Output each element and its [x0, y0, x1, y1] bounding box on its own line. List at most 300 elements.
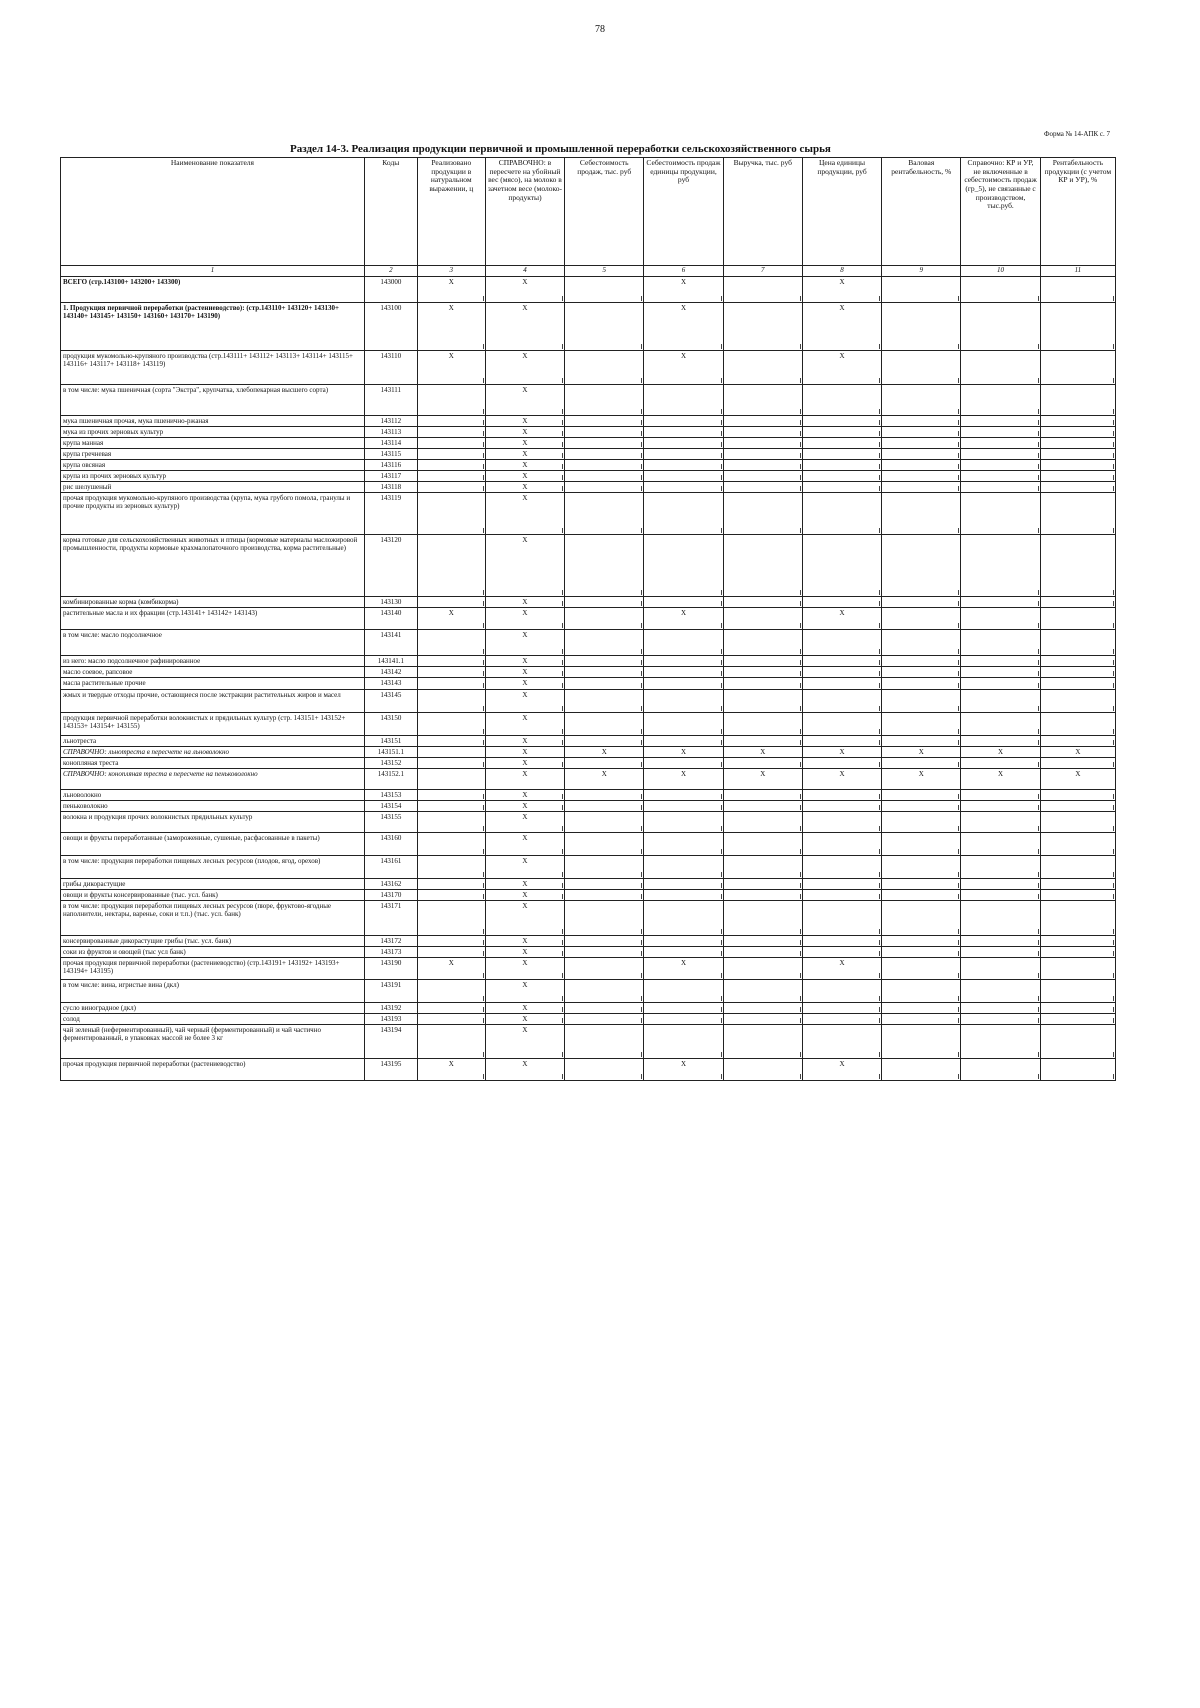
input-cell[interactable] [802, 427, 881, 438]
input-cell[interactable] [565, 482, 644, 493]
input-cell[interactable] [961, 656, 1040, 667]
input-cell[interactable] [882, 449, 961, 460]
input-cell[interactable] [723, 957, 802, 979]
input-cell[interactable] [961, 946, 1040, 957]
input-cell[interactable] [882, 678, 961, 689]
input-cell[interactable] [417, 535, 485, 597]
input-cell[interactable] [644, 689, 723, 712]
input-cell[interactable] [802, 678, 881, 689]
input-cell[interactable] [723, 385, 802, 416]
input-cell[interactable] [723, 735, 802, 746]
input-cell[interactable] [644, 678, 723, 689]
input-cell[interactable] [565, 449, 644, 460]
input-cell[interactable] [1040, 979, 1115, 1002]
input-cell[interactable] [565, 277, 644, 303]
input-cell[interactable] [1040, 832, 1115, 855]
input-cell[interactable] [417, 889, 485, 900]
input-cell[interactable] [961, 1013, 1040, 1024]
input-cell[interactable] [565, 416, 644, 427]
input-cell[interactable] [802, 493, 881, 535]
input-cell[interactable] [1040, 351, 1115, 385]
input-cell[interactable] [961, 811, 1040, 832]
input-cell[interactable] [802, 667, 881, 678]
input-cell[interactable] [1040, 855, 1115, 878]
input-cell[interactable] [644, 460, 723, 471]
input-cell[interactable] [882, 935, 961, 946]
input-cell[interactable] [961, 630, 1040, 656]
input-cell[interactable] [417, 712, 485, 735]
input-cell[interactable] [644, 832, 723, 855]
input-cell[interactable] [565, 438, 644, 449]
input-cell[interactable] [565, 678, 644, 689]
input-cell[interactable] [882, 832, 961, 855]
input-cell[interactable] [723, 712, 802, 735]
input-cell[interactable] [882, 855, 961, 878]
input-cell[interactable] [723, 427, 802, 438]
input-cell[interactable] [644, 656, 723, 667]
input-cell[interactable] [882, 493, 961, 535]
input-cell[interactable] [882, 957, 961, 979]
input-cell[interactable] [882, 712, 961, 735]
input-cell[interactable] [644, 630, 723, 656]
input-cell[interactable] [882, 416, 961, 427]
input-cell[interactable] [961, 535, 1040, 597]
input-cell[interactable] [417, 471, 485, 482]
input-cell[interactable] [417, 427, 485, 438]
input-cell[interactable] [802, 535, 881, 597]
input-cell[interactable] [802, 789, 881, 800]
input-cell[interactable] [1040, 385, 1115, 416]
input-cell[interactable] [644, 889, 723, 900]
input-cell[interactable] [417, 900, 485, 935]
input-cell[interactable] [565, 935, 644, 946]
input-cell[interactable] [723, 656, 802, 667]
input-cell[interactable] [644, 946, 723, 957]
input-cell[interactable] [961, 482, 1040, 493]
input-cell[interactable] [882, 667, 961, 678]
input-cell[interactable] [565, 535, 644, 597]
input-cell[interactable] [565, 789, 644, 800]
input-cell[interactable] [882, 460, 961, 471]
input-cell[interactable] [1040, 471, 1115, 482]
input-cell[interactable] [802, 855, 881, 878]
input-cell[interactable] [723, 979, 802, 1002]
input-cell[interactable] [723, 493, 802, 535]
input-cell[interactable] [802, 416, 881, 427]
input-cell[interactable] [961, 351, 1040, 385]
input-cell[interactable] [417, 789, 485, 800]
input-cell[interactable] [882, 277, 961, 303]
input-cell[interactable] [961, 832, 1040, 855]
input-cell[interactable] [1040, 535, 1115, 597]
input-cell[interactable] [802, 482, 881, 493]
input-cell[interactable] [565, 735, 644, 746]
input-cell[interactable] [565, 493, 644, 535]
input-cell[interactable] [802, 979, 881, 1002]
input-cell[interactable] [417, 832, 485, 855]
input-cell[interactable] [644, 482, 723, 493]
input-cell[interactable] [882, 656, 961, 667]
input-cell[interactable] [417, 757, 485, 768]
input-cell[interactable] [1040, 1013, 1115, 1024]
input-cell[interactable] [417, 689, 485, 712]
input-cell[interactable] [1040, 460, 1115, 471]
input-cell[interactable] [802, 449, 881, 460]
input-cell[interactable] [644, 800, 723, 811]
input-cell[interactable] [1040, 277, 1115, 303]
input-cell[interactable] [961, 438, 1040, 449]
input-cell[interactable] [417, 416, 485, 427]
input-cell[interactable] [802, 735, 881, 746]
input-cell[interactable] [882, 757, 961, 768]
input-cell[interactable] [802, 438, 881, 449]
input-cell[interactable] [1040, 597, 1115, 608]
input-cell[interactable] [723, 449, 802, 460]
input-cell[interactable] [802, 946, 881, 957]
input-cell[interactable] [565, 1013, 644, 1024]
input-cell[interactable] [882, 385, 961, 416]
input-cell[interactable] [882, 811, 961, 832]
input-cell[interactable] [417, 800, 485, 811]
input-cell[interactable] [644, 1025, 723, 1059]
input-cell[interactable] [1040, 416, 1115, 427]
input-cell[interactable] [882, 438, 961, 449]
input-cell[interactable] [802, 1002, 881, 1013]
input-cell[interactable] [417, 768, 485, 789]
input-cell[interactable] [644, 471, 723, 482]
input-cell[interactable] [565, 832, 644, 855]
input-cell[interactable] [417, 946, 485, 957]
input-cell[interactable] [644, 900, 723, 935]
input-cell[interactable] [644, 855, 723, 878]
input-cell[interactable] [417, 1025, 485, 1059]
input-cell[interactable] [882, 1025, 961, 1059]
input-cell[interactable] [565, 471, 644, 482]
input-cell[interactable] [644, 935, 723, 946]
input-cell[interactable] [802, 656, 881, 667]
input-cell[interactable] [723, 935, 802, 946]
input-cell[interactable] [961, 735, 1040, 746]
input-cell[interactable] [802, 471, 881, 482]
input-cell[interactable] [565, 1059, 644, 1081]
row-label: сусло виноградное (дкл) [61, 1002, 365, 1013]
input-cell[interactable] [882, 689, 961, 712]
input-cell[interactable] [565, 889, 644, 900]
input-cell[interactable] [565, 689, 644, 712]
input-cell[interactable] [565, 757, 644, 768]
input-cell[interactable] [417, 746, 485, 757]
input-cell[interactable] [961, 416, 1040, 427]
input-cell[interactable] [882, 303, 961, 351]
input-cell[interactable] [1040, 957, 1115, 979]
input-cell[interactable] [723, 832, 802, 855]
input-cell[interactable] [565, 712, 644, 735]
input-cell[interactable] [961, 800, 1040, 811]
input-cell[interactable] [1040, 303, 1115, 351]
input-cell[interactable] [802, 878, 881, 889]
input-cell[interactable] [882, 1013, 961, 1024]
input-cell[interactable] [565, 608, 644, 630]
input-cell[interactable] [961, 678, 1040, 689]
input-cell[interactable] [1040, 712, 1115, 735]
input-cell[interactable] [1040, 1002, 1115, 1013]
input-cell[interactable] [882, 900, 961, 935]
input-cell[interactable] [882, 889, 961, 900]
input-cell[interactable] [1040, 689, 1115, 712]
input-cell[interactable] [961, 855, 1040, 878]
input-cell[interactable] [961, 427, 1040, 438]
input-cell[interactable] [802, 712, 881, 735]
input-cell[interactable] [723, 855, 802, 878]
input-cell[interactable] [802, 597, 881, 608]
input-cell[interactable] [723, 630, 802, 656]
input-cell[interactable] [802, 889, 881, 900]
input-cell[interactable] [802, 1013, 881, 1024]
input-cell[interactable] [802, 811, 881, 832]
input-cell[interactable] [723, 608, 802, 630]
input-cell[interactable] [882, 427, 961, 438]
input-cell[interactable] [961, 277, 1040, 303]
input-cell[interactable] [802, 757, 881, 768]
input-cell[interactable] [1040, 811, 1115, 832]
input-cell[interactable] [961, 1002, 1040, 1013]
input-cell[interactable] [961, 900, 1040, 935]
input-cell[interactable] [723, 597, 802, 608]
input-cell[interactable] [644, 597, 723, 608]
input-cell[interactable] [723, 946, 802, 957]
input-cell[interactable] [644, 438, 723, 449]
input-cell[interactable] [802, 385, 881, 416]
input-cell[interactable] [417, 667, 485, 678]
input-cell[interactable] [644, 712, 723, 735]
input-cell[interactable] [644, 811, 723, 832]
input-cell[interactable] [417, 630, 485, 656]
input-cell[interactable] [961, 889, 1040, 900]
input-cell[interactable] [882, 946, 961, 957]
input-cell[interactable] [723, 789, 802, 800]
input-cell[interactable] [565, 1002, 644, 1013]
input-cell[interactable] [723, 757, 802, 768]
input-cell[interactable] [1040, 608, 1115, 630]
input-cell[interactable] [961, 667, 1040, 678]
input-cell[interactable] [802, 935, 881, 946]
input-cell[interactable] [723, 878, 802, 889]
row-code: 143192 [364, 1002, 417, 1013]
input-cell[interactable] [644, 878, 723, 889]
input-cell[interactable] [723, 800, 802, 811]
input-cell[interactable] [565, 667, 644, 678]
input-cell[interactable] [723, 351, 802, 385]
input-cell[interactable] [644, 385, 723, 416]
input-cell[interactable] [882, 535, 961, 597]
input-cell[interactable] [417, 449, 485, 460]
input-cell[interactable] [961, 597, 1040, 608]
input-cell[interactable] [961, 493, 1040, 535]
input-cell[interactable] [565, 385, 644, 416]
input-cell[interactable] [723, 1013, 802, 1024]
input-cell[interactable] [961, 935, 1040, 946]
input-cell[interactable] [882, 1002, 961, 1013]
input-cell[interactable] [961, 689, 1040, 712]
input-cell[interactable] [723, 460, 802, 471]
input-cell[interactable] [1040, 1059, 1115, 1081]
input-cell[interactable] [644, 493, 723, 535]
input-cell[interactable] [565, 656, 644, 667]
input-cell[interactable] [644, 427, 723, 438]
input-cell[interactable] [723, 535, 802, 597]
input-cell[interactable] [417, 597, 485, 608]
input-cell[interactable] [802, 689, 881, 712]
input-cell[interactable] [723, 303, 802, 351]
input-cell[interactable] [882, 597, 961, 608]
input-cell[interactable] [565, 597, 644, 608]
input-cell[interactable] [723, 811, 802, 832]
input-cell[interactable] [417, 385, 485, 416]
input-cell[interactable] [882, 789, 961, 800]
input-cell[interactable] [961, 303, 1040, 351]
input-cell[interactable] [417, 460, 485, 471]
input-cell[interactable] [882, 471, 961, 482]
input-cell[interactable] [565, 855, 644, 878]
input-cell[interactable] [723, 678, 802, 689]
input-cell[interactable] [1040, 735, 1115, 746]
input-cell[interactable] [565, 800, 644, 811]
input-cell[interactable] [417, 482, 485, 493]
input-cell[interactable] [723, 471, 802, 482]
input-cell[interactable] [1040, 427, 1115, 438]
input-cell[interactable] [644, 979, 723, 1002]
input-cell[interactable] [961, 789, 1040, 800]
input-cell[interactable] [961, 957, 1040, 979]
input-cell[interactable] [882, 800, 961, 811]
input-cell[interactable] [882, 735, 961, 746]
input-cell[interactable] [961, 878, 1040, 889]
input-cell[interactable] [417, 935, 485, 946]
input-cell[interactable] [1040, 800, 1115, 811]
input-cell[interactable] [565, 351, 644, 385]
input-cell[interactable] [723, 889, 802, 900]
input-cell[interactable] [961, 1025, 1040, 1059]
input-cell[interactable] [1040, 482, 1115, 493]
input-cell[interactable] [723, 416, 802, 427]
input-cell[interactable] [565, 957, 644, 979]
input-cell[interactable] [417, 735, 485, 746]
input-cell[interactable] [882, 608, 961, 630]
input-cell[interactable] [1040, 493, 1115, 535]
input-cell[interactable] [1040, 1025, 1115, 1059]
input-cell[interactable] [417, 678, 485, 689]
input-cell[interactable] [1040, 878, 1115, 889]
input-cell[interactable] [565, 900, 644, 935]
column-header: Реализовано продукции в натуральном выражении, ц [417, 158, 485, 266]
input-cell[interactable] [565, 878, 644, 889]
row-code: 143114 [364, 438, 417, 449]
input-cell[interactable] [961, 449, 1040, 460]
input-cell[interactable] [723, 1002, 802, 1013]
input-cell[interactable] [723, 1025, 802, 1059]
input-cell[interactable] [565, 303, 644, 351]
input-cell[interactable] [417, 811, 485, 832]
input-cell[interactable] [1040, 900, 1115, 935]
input-cell[interactable] [1040, 946, 1115, 957]
input-cell[interactable] [1040, 789, 1115, 800]
input-cell[interactable] [802, 800, 881, 811]
input-cell[interactable] [882, 878, 961, 889]
input-cell[interactable] [802, 900, 881, 935]
input-cell[interactable] [802, 832, 881, 855]
input-cell[interactable] [565, 946, 644, 957]
input-cell[interactable] [644, 416, 723, 427]
input-cell[interactable] [802, 630, 881, 656]
input-cell[interactable] [723, 689, 802, 712]
input-cell[interactable] [882, 630, 961, 656]
input-cell[interactable] [565, 1025, 644, 1059]
input-cell[interactable] [417, 656, 485, 667]
input-cell[interactable] [882, 1059, 961, 1081]
input-cell[interactable] [644, 449, 723, 460]
input-cell[interactable] [882, 979, 961, 1002]
input-cell[interactable] [961, 460, 1040, 471]
input-cell[interactable] [802, 1025, 881, 1059]
input-cell[interactable] [882, 351, 961, 385]
input-cell[interactable] [644, 735, 723, 746]
input-cell[interactable] [961, 1059, 1040, 1081]
input-cell[interactable] [565, 979, 644, 1002]
input-cell[interactable] [417, 493, 485, 535]
input-cell[interactable] [1040, 678, 1115, 689]
input-cell[interactable] [417, 979, 485, 1002]
input-cell[interactable] [802, 460, 881, 471]
input-cell[interactable] [1040, 757, 1115, 768]
input-cell[interactable] [644, 1013, 723, 1024]
input-cell[interactable] [1040, 889, 1115, 900]
input-cell[interactable] [961, 979, 1040, 1002]
input-cell[interactable] [417, 878, 485, 889]
input-cell[interactable] [1040, 667, 1115, 678]
input-cell[interactable] [417, 855, 485, 878]
input-cell[interactable] [961, 757, 1040, 768]
input-cell[interactable] [417, 1002, 485, 1013]
input-cell[interactable] [723, 482, 802, 493]
input-cell[interactable] [565, 460, 644, 471]
input-cell[interactable] [1040, 935, 1115, 946]
input-cell[interactable] [565, 811, 644, 832]
input-cell[interactable] [723, 277, 802, 303]
input-cell[interactable] [565, 630, 644, 656]
input-cell[interactable] [882, 482, 961, 493]
input-cell[interactable] [644, 789, 723, 800]
input-cell[interactable] [417, 438, 485, 449]
input-cell[interactable] [723, 438, 802, 449]
input-cell[interactable] [723, 1059, 802, 1081]
input-cell[interactable] [961, 385, 1040, 416]
input-cell[interactable] [1040, 438, 1115, 449]
input-cell[interactable] [723, 667, 802, 678]
input-cell[interactable] [1040, 656, 1115, 667]
input-cell[interactable] [417, 1013, 485, 1024]
input-cell[interactable] [644, 535, 723, 597]
input-cell[interactable] [644, 1002, 723, 1013]
input-cell[interactable] [723, 900, 802, 935]
input-cell[interactable] [565, 427, 644, 438]
input-cell[interactable] [644, 667, 723, 678]
input-cell[interactable] [644, 757, 723, 768]
input-cell[interactable] [961, 608, 1040, 630]
input-cell[interactable] [1040, 630, 1115, 656]
input-cell[interactable] [961, 471, 1040, 482]
input-cell[interactable] [961, 712, 1040, 735]
input-cell[interactable] [1040, 449, 1115, 460]
